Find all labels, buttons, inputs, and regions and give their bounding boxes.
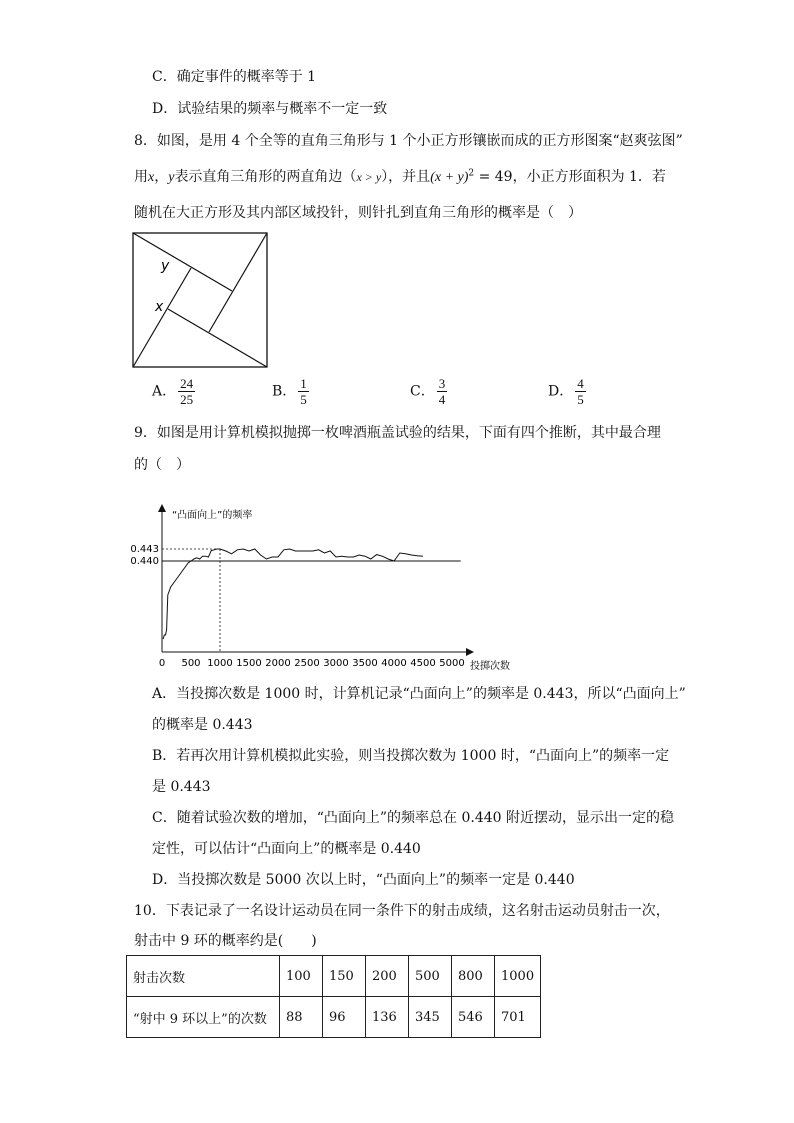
q8-option-c[interactable]: C． $\frac{3}{4}$: [410, 376, 446, 407]
q9-option-a-line1[interactable]: A．当投掷次数是 1000 时，计算机记录“凸面向上”的频率是 0.443，所以“凸面向上”: [152, 686, 686, 702]
frequency-chart: [120, 500, 540, 675]
frequency-series-line: [163, 549, 423, 639]
label-x: x: [155, 299, 164, 315]
table-row: [127, 997, 541, 1038]
table-cell: 345: [409, 997, 452, 1038]
table-cell: 800: [452, 956, 495, 997]
table-cell: 100: [280, 956, 323, 997]
q10-stem-line1: 10．下表记录了一名设计运动员在同一条件下的射击成绩，这名射击运动员射击一次，: [134, 903, 670, 919]
q8-stem-line3: 随机在大正方形及其内部区域投针，则针扎到直角三角形的概率是（ ）: [134, 205, 582, 221]
q9-option-a-line2[interactable]: 的概率是 0.443: [152, 717, 253, 733]
q9-option-b-line1[interactable]: B．若再次用计算机模拟此实验，则当投掷次数为 1000 时，“凸面向上”的频率一定: [152, 748, 670, 764]
option-d-prev: D．试验结果的频率与概率不一定一致: [152, 101, 388, 117]
table-cell: 1000: [495, 956, 541, 997]
table-cell: 88: [280, 997, 323, 1038]
table-cell: 500: [409, 956, 452, 997]
x-tick-label: 1500: [236, 658, 262, 669]
y-tick-label: 0.443: [130, 544, 159, 555]
q9-option-b-line2[interactable]: 是 0.443: [152, 779, 211, 795]
x-tick-label: 3500: [352, 658, 378, 669]
x-tick-label: 2500: [294, 658, 320, 669]
q8-option-d[interactable]: D． $\frac{4}{5}$: [548, 376, 584, 407]
q8-stem-line2: 用x，y表示直角三角形的两直角边（x > y），并且$(x + y)^2 = 49$，小正方形面积为 1．若: [134, 168, 666, 185]
q10-stem-line2: 射击中 9 环的概率约是( ): [134, 933, 317, 949]
x-axis-label: 投掷次数: [470, 661, 510, 672]
x-tick-label: 5000: [439, 658, 465, 669]
x-tick-label: 2000: [265, 658, 291, 669]
table-row: [127, 956, 541, 997]
q8-stem-line1: 8．如图，是用 4 个全等的直角三角形与 1 个小正方形镶嵌而成的正方形图案“赵爽弦图”: [134, 133, 683, 149]
q9-option-c-line2[interactable]: 定性，可以估计“凸面向上”的概率是 0.440: [152, 841, 421, 857]
x-tick-label: 4500: [410, 658, 436, 669]
q9-option-c-line1[interactable]: C．随着试验次数的增加，“凸面向上”的频率总在 0.440 附近摆动，显示出一定的稳: [152, 810, 675, 826]
label-y: y: [161, 258, 170, 274]
table-cell: 150: [323, 956, 366, 997]
table-cell: 701: [495, 997, 541, 1038]
q9-option-d-line1[interactable]: D．当投掷次数是 5000 次以上时，“凸面向上”的频率一定是 0.440: [152, 872, 575, 888]
shooting-score-table: [126, 955, 541, 1038]
table-cell: “射中 9 环以上”的次数: [127, 997, 280, 1038]
q9-stem-line2: 的（ ）: [134, 457, 190, 473]
table-cell: 136: [366, 997, 409, 1038]
table-cell: 96: [323, 997, 366, 1038]
y-axis-label: “凸面向上”的频率: [172, 510, 253, 521]
x-tick-label: 1000: [207, 658, 233, 669]
x-tick-label: 4000: [381, 658, 407, 669]
zhao-shuang-figure: [130, 230, 270, 370]
x-tick-label: 0: [158, 658, 166, 669]
q8-option-a[interactable]: A． $\frac{24}{25}$: [152, 376, 194, 407]
q9-stem-line1: 9．如图是用计算机模拟抛掷一枚啤酒瓶盖试验的结果，下面有四个推断，其中最合理: [134, 425, 661, 441]
table-cell: 200: [366, 956, 409, 997]
y-tick-label: 0.440: [130, 556, 159, 567]
option-c-prev: C．确定事件的概率等于 1: [152, 69, 317, 85]
x-tick-label: 500: [181, 658, 201, 669]
x-tick-label: 3000: [323, 658, 349, 669]
outer-square: [133, 233, 267, 367]
table-cell: 546: [452, 997, 495, 1038]
q8-option-b[interactable]: B． $\frac{1}{5}$: [272, 376, 307, 407]
table-cell: 射击次数: [127, 956, 280, 997]
